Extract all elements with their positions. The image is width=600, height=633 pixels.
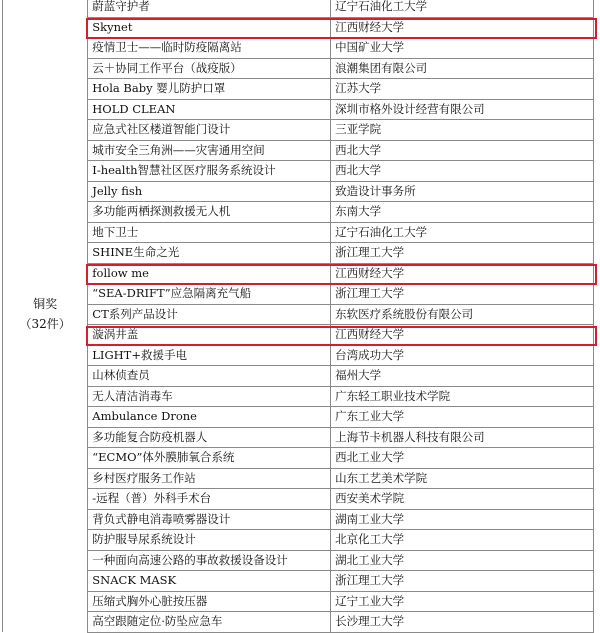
work-title-cell: 乡村医疗服务工作站	[88, 468, 331, 489]
entrant-unit-cell: 江苏大学	[331, 79, 594, 100]
table-row	[3, 612, 594, 633]
table-row	[3, 591, 594, 612]
entrant-unit-cell: 西北工业大学	[331, 448, 594, 469]
work-title-cell: Jelly fish	[88, 181, 331, 202]
table-row	[3, 427, 594, 448]
table-row	[3, 222, 594, 243]
table-row	[3, 99, 594, 120]
table-row	[3, 366, 594, 387]
table-row	[3, 509, 594, 530]
entrant-unit-cell: 浪潮集团有限公司	[331, 58, 594, 79]
entrant-unit-cell: 台湾成功大学	[331, 345, 594, 366]
entrant-unit-cell: 江西财经大学	[331, 325, 594, 346]
table-row	[3, 325, 594, 346]
table-row	[3, 38, 594, 59]
award-table-body	[3, 0, 594, 632]
entrant-unit-cell: 上海节卡机器人科技有限公司	[331, 427, 594, 448]
work-title-cell: LIGHT+救援手电	[88, 345, 331, 366]
table-row	[3, 181, 594, 202]
entrant-unit-cell: 浙江理工大学	[331, 243, 594, 264]
table-row	[3, 0, 594, 17]
table-row	[3, 571, 594, 592]
work-title-cell: “SEA-DRIFT”应急隔离充气船	[88, 284, 331, 305]
entrant-unit-cell: 中国矿业大学	[331, 38, 594, 59]
work-title-cell: 应急式社区楼道智能门设计	[88, 120, 331, 141]
award-category-count: （32件）	[19, 317, 71, 332]
entrant-unit-cell: 长沙理工大学	[331, 612, 594, 633]
award-category-label	[20, 294, 71, 334]
entrant-unit-cell: 致造设计事务所	[331, 181, 594, 202]
entrant-unit-cell: 辽宁石油化工大学	[331, 222, 594, 243]
entrant-unit-cell: 深圳市格外设计经营有限公司	[331, 99, 594, 120]
work-title-cell: 一种面向高速公路的事故救援设备设计	[88, 550, 331, 571]
table-row	[3, 263, 594, 284]
entrant-unit-cell: 西北大学	[331, 161, 594, 182]
work-title-cell: follow me	[88, 263, 331, 284]
table-row	[3, 386, 594, 407]
table-row	[3, 140, 594, 161]
table-row	[3, 284, 594, 305]
award-table	[2, 0, 594, 633]
table-row	[3, 530, 594, 551]
entrant-unit-cell: 西安美术学院	[331, 489, 594, 510]
entrant-unit-cell: 西北大学	[331, 140, 594, 161]
work-title-cell: SHINE生命之光	[88, 243, 331, 264]
work-title-cell: 无人清洁消毒车	[88, 386, 331, 407]
entrant-unit-cell: 三亚学院	[331, 120, 594, 141]
table-row	[3, 468, 594, 489]
work-title-cell: -远程（普）外科手术台	[88, 489, 331, 510]
entrant-unit-cell: 辽宁工业大学	[331, 591, 594, 612]
work-title-cell: CT系列产品设计	[88, 304, 331, 325]
work-title-cell: 背负式静电消毒喷雾器设计	[88, 509, 331, 530]
entrant-unit-cell: 湖北工业大学	[331, 550, 594, 571]
work-title-cell: 疫情卫士——临时防疫隔离站	[88, 38, 331, 59]
work-title-cell: 防护服导尿系统设计	[88, 530, 331, 551]
table-row	[3, 407, 594, 428]
work-title-cell: 地下卫士	[88, 222, 331, 243]
entrant-unit-cell: 福州大学	[331, 366, 594, 387]
entrant-unit-cell: 山东工艺美术学院	[331, 468, 594, 489]
table-row	[3, 489, 594, 510]
award-category-name: 铜奖	[33, 297, 58, 312]
table-row	[3, 202, 594, 223]
work-title-cell: Hola Baby 婴儿防护口罩	[88, 79, 331, 100]
work-title-cell: 漩涡井盖	[88, 325, 331, 346]
entrant-unit-cell: 江西财经大学	[331, 17, 594, 38]
work-title-cell: 城市安全三角洲——灾害通用空间	[88, 140, 331, 161]
work-title-cell: 多功能两栖探测救援无人机	[88, 202, 331, 223]
work-title-cell: SNACK MASK	[88, 571, 331, 592]
table-row	[3, 243, 594, 264]
table-row	[3, 448, 594, 469]
entrant-unit-cell: 江西财经大学	[331, 263, 594, 284]
table-row	[3, 79, 594, 100]
work-title-cell: 山林侦查员	[88, 366, 331, 387]
work-title-cell: Skynet	[88, 17, 331, 38]
table-row	[3, 17, 594, 38]
work-title-cell: “ECMO”体外膜肺氧合系统	[88, 448, 331, 469]
work-title-cell: 蔚蓝守护者	[88, 0, 331, 17]
work-title-cell: I-health智慧社区医疗服务系统设计	[88, 161, 331, 182]
table-row	[3, 58, 594, 79]
table-row	[3, 161, 594, 182]
table-row	[3, 345, 594, 366]
work-title-cell: 高空跟随定位·防坠应急车	[88, 612, 331, 633]
work-title-cell: 多功能复合防疫机器人	[88, 427, 331, 448]
entrant-unit-cell: 湖南工业大学	[331, 509, 594, 530]
table-row	[3, 120, 594, 141]
award-category-cell	[3, 0, 88, 632]
work-title-cell: HOLD CLEAN	[88, 99, 331, 120]
entrant-unit-cell: 东软医疗系统股份有限公司	[331, 304, 594, 325]
entrant-unit-cell: 东南大学	[331, 202, 594, 223]
work-title-cell: 压缩式胸外心脏按压器	[88, 591, 331, 612]
table-row	[3, 550, 594, 571]
entrant-unit-cell: 辽宁石油化工大学	[331, 0, 594, 17]
work-title-cell: 云＋协同工作平台（战疫版）	[88, 58, 331, 79]
entrant-unit-cell: 浙江理工大学	[331, 284, 594, 305]
work-title-cell: Ambulance Drone	[88, 407, 331, 428]
table-row	[3, 304, 594, 325]
entrant-unit-cell: 浙江理工大学	[331, 571, 594, 592]
entrant-unit-cell: 北京化工大学	[331, 530, 594, 551]
entrant-unit-cell: 广东工业大学	[331, 407, 594, 428]
entrant-unit-cell: 广东轻工职业技术学院	[331, 386, 594, 407]
